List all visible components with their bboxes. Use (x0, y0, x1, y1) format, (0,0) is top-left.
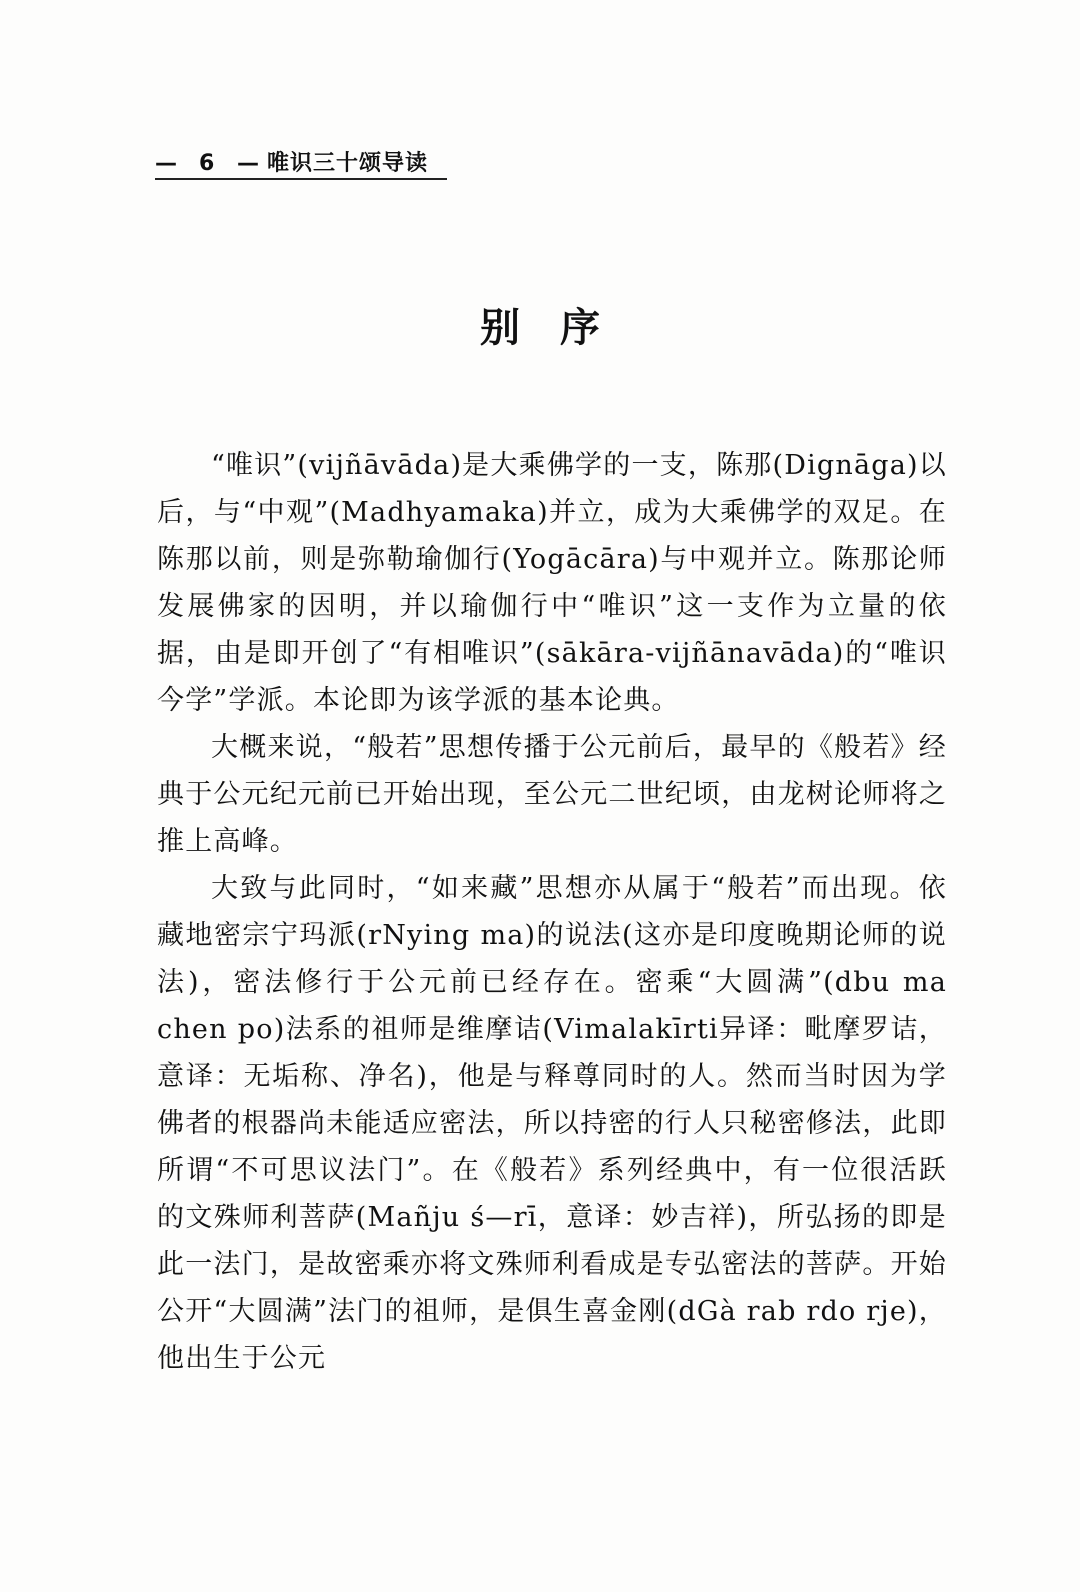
paragraph-1: “唯识”(vijñāvāda)是大乘佛学的一支，陈那(Dignāga)以后，与“中观”(Madhyamaka)并立，成为大乘佛学的双足。在陈那以前，则是弥勒瑜伽行(Yogācāra)与中观并立。陈那论师发展佛家的因明，并以瑜伽行中“唯识”这一支作为立量的依据，由是即开创了“有相唯识”(sākāra-vijñānavāda)的“唯识今学”学派。本论即为该学派的基本论典。 (157, 450, 947, 716)
body-text (157, 442, 947, 1382)
page-number: 6 (199, 151, 216, 176)
paragraph-2: 大概来说，“般若”思想传播于公元前后，最早的《般若》经典于公元纪元前已开始出现，至公元二世纪顷，由龙树论师将之推上高峰。 (157, 732, 947, 857)
header-rule (155, 178, 447, 180)
paragraph-3: 大致与此同时，“如来藏”思想亦从属于“般若”而出现。依藏地密宗宁玛派(rNying ma)的说法(这亦是印度晚期论师的说法)，密法修行于公元前已经存在。密乘“大圆满”(dbu ma chen po)法系的祖师是维摩诘(Vimalakīrti异译：毗摩罗诘，意译：无垢称、净名)，他是与释尊同时的人。然而当时因为学佛者的根器尚未能适应密法，所以持密的行人只秘密修法，此即所谓“不可思议法门”。在《般若》系列经典中，有一位很活跃的文殊师利菩萨(Mañju ś—rī，意译：妙吉祥)，所弘扬的即是此一法门，是故密乘亦将文殊师利看成是专弘密法的菩萨。开始公开“大圆满”法门的祖师，是俱生喜金刚(dGà rab rdo rje)，他出生于公元 (157, 873, 947, 1374)
header-dash-right: — (237, 151, 260, 176)
running-header (155, 146, 447, 180)
book-title: 唯识三十颂导读 (267, 151, 429, 176)
header-dash-left: — (155, 151, 178, 176)
chapter-title: 别序 (480, 305, 640, 351)
